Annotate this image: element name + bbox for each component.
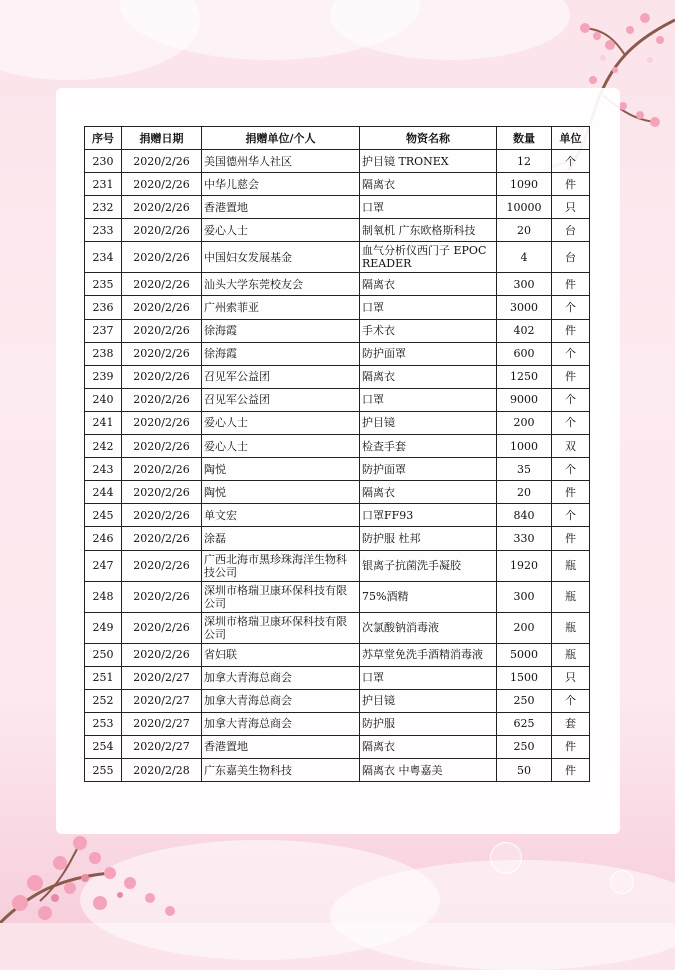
cell-unit: 件	[552, 319, 590, 342]
cell-item: 检查手套	[360, 435, 497, 458]
cell-unit: 件	[552, 735, 590, 758]
cell-quantity: 1000	[497, 435, 552, 458]
cell-index: 241	[85, 411, 122, 434]
cell-date: 2020/2/27	[122, 689, 202, 712]
cell-date: 2020/2/27	[122, 666, 202, 689]
cell-item: 银离子抗菌洗手凝胶	[360, 550, 497, 581]
cell-donor: 爱心人士	[202, 411, 360, 434]
cell-quantity: 300	[497, 581, 552, 612]
cell-date: 2020/2/26	[122, 319, 202, 342]
table-row	[85, 219, 590, 242]
cell-donor: 单文宏	[202, 504, 360, 527]
cell-item: 防护面罩	[360, 342, 497, 365]
cell-donor: 省妇联	[202, 643, 360, 666]
cell-quantity: 12	[497, 150, 552, 173]
cell-donor: 陶悦	[202, 458, 360, 481]
header-item: 物资名称	[360, 127, 497, 150]
header-index: 序号	[85, 127, 122, 150]
cell-index: 232	[85, 196, 122, 219]
table-row	[85, 388, 590, 411]
cell-date: 2020/2/26	[122, 296, 202, 319]
cell-quantity: 10000	[497, 196, 552, 219]
cell-quantity: 840	[497, 504, 552, 527]
cell-unit: 台	[552, 242, 590, 273]
cell-unit: 个	[552, 342, 590, 365]
cell-index: 251	[85, 666, 122, 689]
cell-unit: 瓶	[552, 581, 590, 612]
cell-index: 236	[85, 296, 122, 319]
cell-item: 护目镜 TRONEX	[360, 150, 497, 173]
cell-quantity: 4	[497, 242, 552, 273]
cell-date: 2020/2/27	[122, 712, 202, 735]
cell-unit: 件	[552, 173, 590, 196]
cell-donor: 徐海霞	[202, 342, 360, 365]
cell-date: 2020/2/26	[122, 504, 202, 527]
cell-date: 2020/2/26	[122, 150, 202, 173]
cell-quantity: 330	[497, 527, 552, 550]
cell-date: 2020/2/26	[122, 643, 202, 666]
cell-quantity: 600	[497, 342, 552, 365]
cell-index: 253	[85, 712, 122, 735]
cell-quantity: 250	[497, 735, 552, 758]
table-row	[85, 242, 590, 273]
cell-donor: 召见军公益团	[202, 365, 360, 388]
cell-quantity: 200	[497, 612, 552, 643]
cell-donor: 加拿大青海总商会	[202, 689, 360, 712]
table-row	[85, 712, 590, 735]
cell-date: 2020/2/26	[122, 435, 202, 458]
cell-date: 2020/2/26	[122, 242, 202, 273]
table-row	[85, 758, 590, 781]
cell-unit: 个	[552, 150, 590, 173]
cell-quantity: 200	[497, 411, 552, 434]
cell-date: 2020/2/26	[122, 481, 202, 504]
table-row	[85, 689, 590, 712]
table-row	[85, 481, 590, 504]
cell-donor: 爱心人士	[202, 219, 360, 242]
cell-quantity: 1090	[497, 173, 552, 196]
table-row	[85, 150, 590, 173]
cell-quantity: 35	[497, 458, 552, 481]
cell-unit: 个	[552, 296, 590, 319]
cell-item: 手术衣	[360, 319, 497, 342]
cell-index: 233	[85, 219, 122, 242]
cell-index: 252	[85, 689, 122, 712]
cell-quantity: 1500	[497, 666, 552, 689]
cell-unit: 双	[552, 435, 590, 458]
table-header-row	[85, 127, 590, 150]
cell-item: 隔离衣	[360, 735, 497, 758]
cell-index: 248	[85, 581, 122, 612]
cell-unit: 件	[552, 758, 590, 781]
cell-quantity: 9000	[497, 388, 552, 411]
cell-donor: 广东嘉美生物科技	[202, 758, 360, 781]
cell-date: 2020/2/26	[122, 365, 202, 388]
cell-item: 血气分析仪西门子 EPOC READER	[360, 242, 497, 273]
cell-quantity: 5000	[497, 643, 552, 666]
table-row	[85, 435, 590, 458]
header-date: 捐赠日期	[122, 127, 202, 150]
cell-donor: 爱心人士	[202, 435, 360, 458]
cell-date: 2020/2/26	[122, 527, 202, 550]
cell-item: 护目镜	[360, 411, 497, 434]
cell-index: 242	[85, 435, 122, 458]
cell-unit: 瓶	[552, 550, 590, 581]
cell-index: 243	[85, 458, 122, 481]
cell-index: 234	[85, 242, 122, 273]
cell-item: 隔离衣	[360, 481, 497, 504]
cell-unit: 只	[552, 666, 590, 689]
table-row	[85, 196, 590, 219]
cell-quantity: 50	[497, 758, 552, 781]
cell-item: 口罩	[360, 196, 497, 219]
cell-index: 239	[85, 365, 122, 388]
cell-unit: 套	[552, 712, 590, 735]
cell-donor: 深圳市格瑞卫康环保科技有限公司	[202, 581, 360, 612]
cell-item: 隔离衣 中粤嘉美	[360, 758, 497, 781]
cell-item: 口罩FF93	[360, 504, 497, 527]
cell-date: 2020/2/26	[122, 388, 202, 411]
table-row	[85, 273, 590, 296]
cell-donor: 广西北海市黑珍珠海洋生物科技公司	[202, 550, 360, 581]
cell-unit: 瓶	[552, 612, 590, 643]
header-unit: 单位	[552, 127, 590, 150]
cell-item: 隔离衣	[360, 173, 497, 196]
cell-index: 250	[85, 643, 122, 666]
table-row	[85, 458, 590, 481]
table-row	[85, 643, 590, 666]
table-row	[85, 666, 590, 689]
table-row	[85, 365, 590, 388]
table-row	[85, 296, 590, 319]
cell-item: 口罩	[360, 388, 497, 411]
cell-unit: 件	[552, 481, 590, 504]
cell-index: 238	[85, 342, 122, 365]
cell-donor: 中华儿慈会	[202, 173, 360, 196]
cell-quantity: 20	[497, 219, 552, 242]
bokeh-decoration	[490, 842, 522, 874]
cell-unit: 个	[552, 411, 590, 434]
table-row	[85, 550, 590, 581]
cell-item: 防护服	[360, 712, 497, 735]
cell-donor: 香港置地	[202, 735, 360, 758]
table-row	[85, 612, 590, 643]
cell-item: 防护面罩	[360, 458, 497, 481]
cell-unit: 个	[552, 504, 590, 527]
cell-date: 2020/2/26	[122, 219, 202, 242]
cell-item: 次氯酸钠消毒液	[360, 612, 497, 643]
donation-table	[84, 126, 590, 782]
header-donor: 捐赠单位/个人	[202, 127, 360, 150]
cell-unit: 只	[552, 196, 590, 219]
table-row	[85, 411, 590, 434]
cell-donor: 汕头大学东莞校友会	[202, 273, 360, 296]
cell-donor: 召见军公益团	[202, 388, 360, 411]
cell-item: 口罩	[360, 296, 497, 319]
cell-index: 237	[85, 319, 122, 342]
cell-quantity: 3000	[497, 296, 552, 319]
cell-index: 249	[85, 612, 122, 643]
cell-unit: 个	[552, 388, 590, 411]
cell-index: 246	[85, 527, 122, 550]
cell-item: 口罩	[360, 666, 497, 689]
cell-quantity: 1250	[497, 365, 552, 388]
cell-index: 240	[85, 388, 122, 411]
cell-date: 2020/2/26	[122, 173, 202, 196]
cell-date: 2020/2/26	[122, 612, 202, 643]
cell-item: 隔离衣	[360, 273, 497, 296]
cell-date: 2020/2/26	[122, 458, 202, 481]
cell-index: 230	[85, 150, 122, 173]
cell-item: 隔离衣	[360, 365, 497, 388]
cell-index: 255	[85, 758, 122, 781]
table-row	[85, 319, 590, 342]
cell-item: 护目镜	[360, 689, 497, 712]
cell-donor: 徐海霞	[202, 319, 360, 342]
cell-item: 75%酒精	[360, 581, 497, 612]
table-row	[85, 527, 590, 550]
cell-item: 苏草堂免洗手酒精消毒液	[360, 643, 497, 666]
cell-donor: 香港置地	[202, 196, 360, 219]
cell-index: 254	[85, 735, 122, 758]
cell-index: 235	[85, 273, 122, 296]
cell-quantity: 402	[497, 319, 552, 342]
cell-donor: 加拿大青海总商会	[202, 712, 360, 735]
cell-quantity: 250	[497, 689, 552, 712]
cell-quantity: 1920	[497, 550, 552, 581]
cell-unit: 件	[552, 527, 590, 550]
table-row	[85, 504, 590, 527]
cell-item: 防护服 杜邦	[360, 527, 497, 550]
cell-unit: 件	[552, 365, 590, 388]
cell-unit: 瓶	[552, 643, 590, 666]
cell-donor: 深圳市格瑞卫康环保科技有限公司	[202, 612, 360, 643]
table-row	[85, 342, 590, 365]
bokeh-decoration	[610, 870, 634, 894]
cell-donor: 中国妇女发展基金	[202, 242, 360, 273]
header-quantity: 数量	[497, 127, 552, 150]
cell-unit: 个	[552, 458, 590, 481]
cell-index: 245	[85, 504, 122, 527]
cell-unit: 个	[552, 689, 590, 712]
cell-date: 2020/2/26	[122, 550, 202, 581]
cell-date: 2020/2/26	[122, 273, 202, 296]
cell-quantity: 625	[497, 712, 552, 735]
table-row	[85, 581, 590, 612]
cell-date: 2020/2/26	[122, 581, 202, 612]
cell-item: 制氧机 广东欧格斯科技	[360, 219, 497, 242]
cell-donor: 涂磊	[202, 527, 360, 550]
cell-date: 2020/2/26	[122, 196, 202, 219]
cell-date: 2020/2/27	[122, 735, 202, 758]
cell-index: 244	[85, 481, 122, 504]
cell-unit: 台	[552, 219, 590, 242]
table-row	[85, 173, 590, 196]
cell-index: 247	[85, 550, 122, 581]
table-row	[85, 735, 590, 758]
cell-donor: 陶悦	[202, 481, 360, 504]
cell-date: 2020/2/28	[122, 758, 202, 781]
cell-quantity: 300	[497, 273, 552, 296]
cell-unit: 件	[552, 273, 590, 296]
cell-date: 2020/2/26	[122, 411, 202, 434]
cell-donor: 广州索菲亚	[202, 296, 360, 319]
cell-quantity: 20	[497, 481, 552, 504]
cell-date: 2020/2/26	[122, 342, 202, 365]
cell-donor: 美国德州华人社区	[202, 150, 360, 173]
cell-index: 231	[85, 173, 122, 196]
cell-donor: 加拿大青海总商会	[202, 666, 360, 689]
